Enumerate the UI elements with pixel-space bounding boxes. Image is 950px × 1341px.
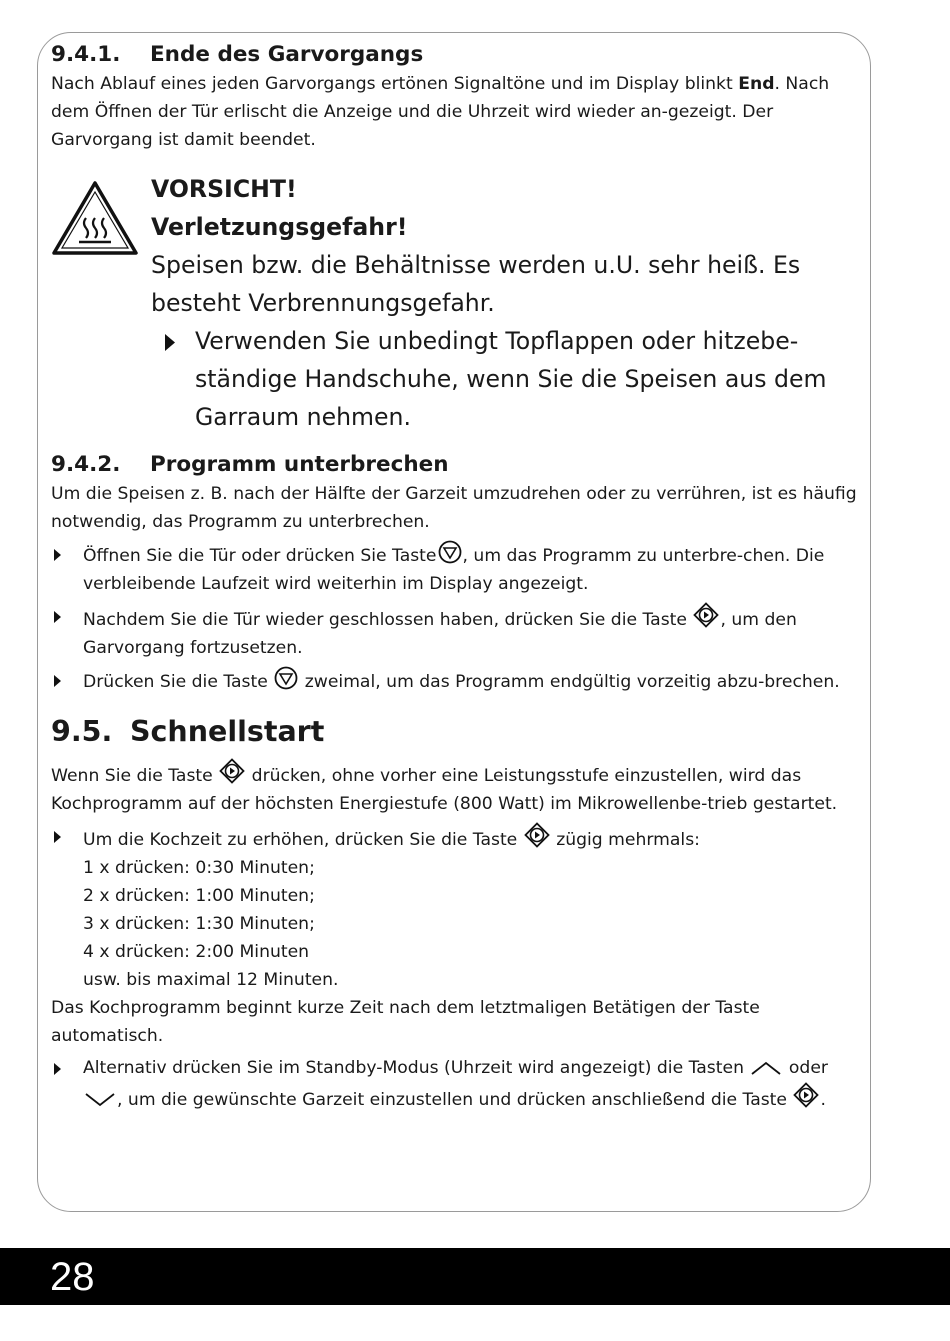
list-item: Drücken Sie die Taste zweimal, um das Programm endgültig vorzeitig abzu-brechen. <box>51 666 863 696</box>
list-item: Um die Kochzeit zu erhöhen, drücken Sie die Taste zügig mehrmals: <box>51 822 863 854</box>
warning-text <box>151 170 867 436</box>
step-line: 3 x drücken: 1:30 Minuten; <box>83 914 315 934</box>
triangle-bullet-icon <box>54 1063 61 1075</box>
triangle-bullet-icon <box>54 675 61 687</box>
quickstart-intro: Wenn Sie die Taste drücken, ohne vorher eine Leistungsstufe einzustellen, wird das Kochprogramm auf der höchsten Energiestufe (800 Watt) im Mikrowellenbe-trieb gestartet. <box>51 758 863 818</box>
step-line: 1 x drücken: 0:30 Minuten; <box>83 858 315 878</box>
end-display-text: End <box>738 74 775 94</box>
warning-instruction: Verwenden Sie unbedingt Topflappen oder hitzebe-ständige Handschuhe, wenn Sie die Speisen aus dem Garraum nehmen. <box>151 322 867 436</box>
hot-surface-warning-icon <box>51 180 139 256</box>
start-key-icon <box>793 1082 819 1108</box>
press-steps <box>51 854 863 994</box>
warning-box <box>51 170 863 436</box>
step-line: 2 x drücken: 1:00 Minuten; <box>83 886 315 906</box>
start-key-icon <box>524 822 550 848</box>
up-key-icon <box>750 1060 782 1076</box>
interrupt-intro: Um die Speisen z. B. nach der Hälfte der Garzeit umzudrehen oder zu verrühren, ist es häufig notwendig, das Programm zu unterbrechen. <box>51 484 857 532</box>
triangle-bullet-icon <box>54 549 61 561</box>
step-line: 4 x drücken: 2:00 Minuten <box>83 942 310 962</box>
page-number: 28 <box>50 1255 95 1299</box>
list-item: Alternativ drücken Sie im Standby-Modus (Uhrzeit wird angezeigt) die Tasten oder , um die gewünschte Garzeit einzustellen und drücken anschließend die Taste . <box>51 1054 863 1114</box>
section-heading-9-5: 9.5. Schnellstart <box>51 715 325 748</box>
triangle-bullet-icon <box>165 334 175 351</box>
list-item: Nachdem Sie die Tür wieder geschlossen haben, drücken Sie die Taste , um den Garvorgang fortzusetzen. <box>51 602 863 662</box>
step-line: usw. bis maximal 12 Minuten. <box>83 970 339 990</box>
warning-description: Speisen bzw. die Behältnisse werden u.U. sehr heiß. Es besteht Verbrennungsgefahr. <box>151 251 801 317</box>
stop-key-icon <box>274 666 298 690</box>
warning-title: VORSICHT! <box>151 175 297 203</box>
section-heading-9-4-1: 9.4.1. Ende des Garvorgangs <box>51 42 424 67</box>
warning-subtitle: Verletzungsgefahr! <box>151 213 408 241</box>
triangle-bullet-icon <box>54 611 61 623</box>
page-footer <box>0 1248 950 1305</box>
page-content <box>51 40 863 1114</box>
triangle-bullet-icon <box>54 831 61 843</box>
end-paragraph: Nach Ablauf eines jeden Garvorgangs ertönen Signaltöne und im Display blinkt End. Nach dem Öffnen der Tür erlischt die Anzeige und die Uhrzeit wird wieder an-gezeigt. Der Garvorgang ist damit beendet. <box>51 74 830 150</box>
auto-start-note: Das Kochprogramm beginnt kurze Zeit nach dem letztmaligen Betätigen der Taste automatisch. <box>51 998 760 1046</box>
stop-key-icon <box>438 540 462 564</box>
start-key-icon <box>219 758 245 784</box>
list-item: Öffnen Sie die Tür oder drücken Sie Taste , um das Programm zu unterbre-chen. Die verbleibende Laufzeit wird weiterhin im Display angezeigt. <box>51 540 863 598</box>
down-key-icon <box>84 1092 116 1108</box>
section-heading-9-4-2: 9.4.2. Programm unterbrechen <box>51 452 449 477</box>
start-key-icon <box>693 602 719 628</box>
